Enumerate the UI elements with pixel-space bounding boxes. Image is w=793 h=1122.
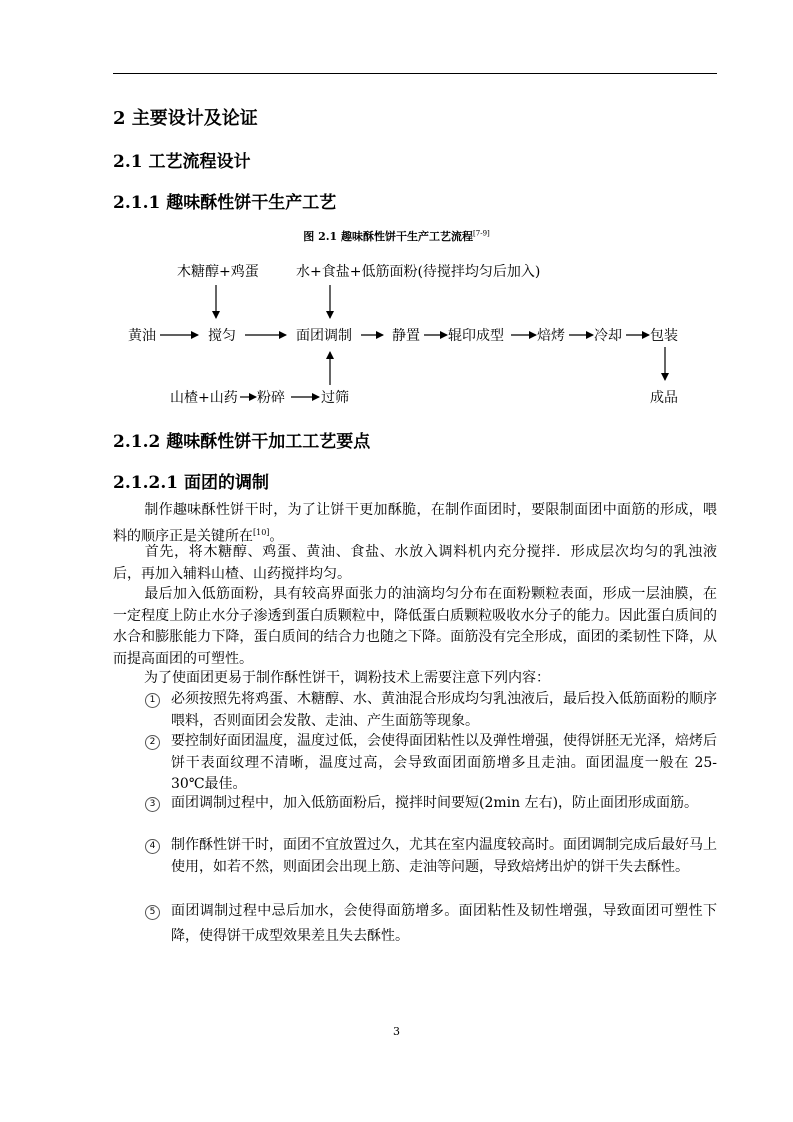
circled-number: 2: [145, 735, 160, 750]
heading-2-1-2: 2.1.2 趣味酥性饼干加工工艺要点: [113, 432, 371, 452]
flow-node-bake: 焙烤: [537, 328, 565, 344]
flow-node-hawthorn-yam: 山楂+山药: [170, 390, 238, 406]
flow-node-rest: 静置: [392, 328, 420, 344]
heading-2-1: 2.1 工艺流程设计: [113, 152, 251, 172]
circled-number: 4: [145, 839, 160, 854]
flow-node-product: 成品: [650, 390, 678, 406]
list-item-5: 5 面团调制过程中忌后加水，会使得面筋增多。面团粘性及韧性增强，导致面团可塑性下降，使得饼干成型效果差且失去酥性。: [145, 899, 717, 949]
flow-node-water-salt-flour: 水+食盐+低筋面粉(待搅拌均匀后加入): [296, 264, 541, 280]
page-number: 3: [393, 1025, 400, 1038]
paragraph-4: 为了使面团更易于制作酥性饼干，调粉技术上需要注意下列内容：: [144, 670, 550, 686]
heading-2: 2 主要设计及论证: [113, 108, 258, 129]
list-item-4: 4 制作酥性饼干时，面团不宜放置过久，尤其在室内温度较高时。面团调制完成后最好马上使用，如若不然，则面团会出现上筋、走油等问题，导致焙烤出炉的饼干失去酥性。: [145, 835, 717, 878]
flow-node-xylitol-egg: 木糖醇+鸡蛋: [177, 264, 259, 280]
heading-2-1-2-1: 2.1.2.1 面团的调制: [113, 473, 269, 493]
figure-caption: 图 2.1 趣味酥性饼干生产工艺流程[7-9]: [303, 229, 490, 243]
flow-node-stir: 搅匀: [208, 328, 236, 344]
heading-2-1-1: 2.1.1 趣味酥性饼干生产工艺: [113, 193, 337, 213]
flow-node-crush: 粉碎: [257, 390, 285, 406]
circled-number: 1: [145, 693, 160, 708]
flow-node-butter: 黄油: [128, 328, 156, 344]
flow-node-dough: 面团调制: [296, 328, 352, 344]
header-rule: [113, 73, 717, 74]
list-item-3: 3 面团调制过程中，加入低筋面粉后，搅拌时间要短(2min 左右)，防止面团形成面筋。: [145, 793, 717, 815]
flow-node-cool: 冷却: [594, 328, 622, 344]
list-item-2: 2 要控制好面团温度，温度过低，会使得面团粘性以及弹性增强，使得饼胚无光泽，焙烤后饼干表面纹理不清晰，温度过高，会导致面团面筋增多且走油。面团温度一般在 25-30℃最佳。: [145, 731, 717, 796]
paragraph-2: 首先，将木糖醇、鸡蛋、黄油、食盐、水放入调料机内充分搅拌．形成层次均匀的乳浊液后，再加入辅料山楂、山药搅拌均匀。: [113, 544, 717, 582]
list-item-1: 1 必须按照先将鸡蛋、木糖醇、水、黄油混合形成均匀乳浊液后，最后投入低筋面粉的顺序喂料，否则面团会发散、走油、产生面筋等现象。: [145, 689, 717, 732]
flow-node-sieve: 过筛: [321, 390, 349, 406]
flow-node-pack: 包装: [650, 328, 678, 344]
paragraph-3: 最后加入低筋面粉，具有较高界面张力的油滴均匀分布在面粉颗粒表面，形成一层油膜，在一定程度上防止水分子渗透到蛋白质颗粒中，降低蛋白质颗粒吸收水分子的能力。因此蛋白质间的水合和膨胀能力下降，蛋白质间的结合力也随之下降。面筋没有完全形成，面团的柔韧性下降，从而提高面团的可塑性。: [113, 586, 717, 667]
circled-number: 5: [145, 905, 160, 920]
paragraph-1: 制作趣味酥性饼干时，为了让饼干更加酥脆，在制作面团时，要限制面团中面筋的形成，喂料的顺序正是关键所在[10]。: [113, 502, 717, 545]
circled-number: 3: [145, 797, 160, 812]
flow-node-mould: 辊印成型: [448, 328, 504, 344]
